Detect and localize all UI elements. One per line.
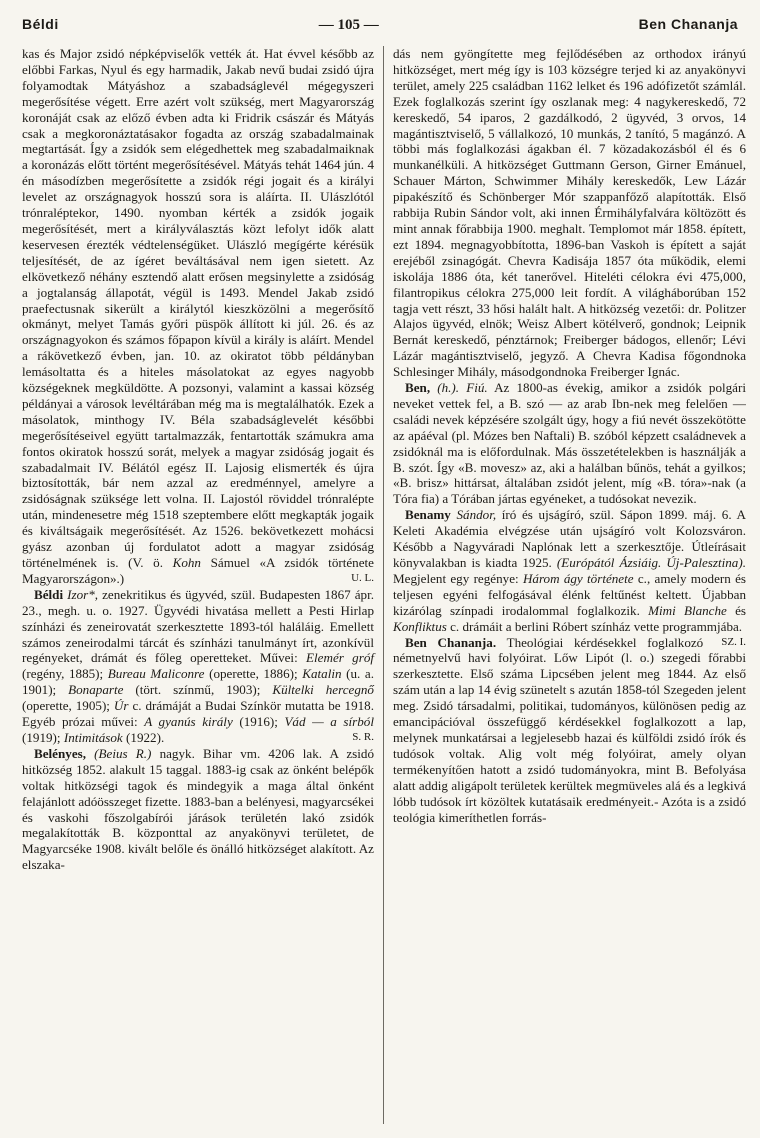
entry-belenyes: Belényes, (Beius R.) nagyk. Bihar vm. 4206 lak. A zsidó hitközség 1852. alakult 15 taggal. 1883-ig csak az önként belépők voltak hitközségi tagok és mindegyik a maga által önként felajánlott adóösszeget fizette. 1883-ban a belényesi, magyarcsékei és vaskohi főszolgabírói járások területén lakó zsidók megalakították B. központtal az anyakönyvi területet, de Magyarcséke 1908. kivált belőle és önálló hitközséget alakított. Az elszaka- <box>22 745 374 873</box>
entry-headword: Ben, <box>405 380 431 396</box>
entry-headword: Belényes, <box>34 745 87 761</box>
header-right-keyword: Ben Chananja <box>638 16 738 32</box>
entry-headword: Benamy <box>405 507 451 523</box>
left-column <box>22 46 384 1124</box>
entry-beldi: Béldi Izor*, zenekritikus és ügyvéd, szül. Budapesten 1867 ápr. 23., megh. u. o. 1927. Ügyvédi hivatása mellett a Pesti Hirlap színházi és zeneirovatát szerkesztette 1893-tól haláláig. Emellett számos zeneirodalmi tárcát és színházi tanulmányt írt, azonkívül regényeket, drámát és főleg operetteket. Művei: Elemér gróf (regény, 1885); Bureau Maliconre (operette, 1886); Katalin (u. a. 1901); Bonaparte (tört. színmű, 1903); Kültelki hercegnő (operette, 1905); Úr c. drámáját a Budai Színkör mutatta be 1918. Egyéb prózai művei: A gyanús király (1916); Vád — a sírból (1919); Intimitások (1922). S. R. <box>22 586 375 745</box>
entry-headword: Ben Chananja. <box>405 634 497 650</box>
entry-ben-chananja: Ben Chananja. Theológiai kérdésekkel foglalkozó németnyelvű havi folyóirat. Lőw Lipót (l. o.) szegedi főrabbi szerkesztette. Első száma Lipcsében jelent meg 1844. Az első szám után a lap 14 évig szünetelt s azután 1858-tól Szegeden jelent meg. Zsidó társadalmi, politikai, tudományos, különösen pedig az emancipációval összefüggő kérdésekkel foglalkozott a lap, melynek munkatársai a legjelesebb hazai és külföldi zsidó írók és tudósok voltak. Alig volt még folyóirat, amely olyan termékenyítően hatott a zsidó tudományokra, mint B. Befolyása alatt addig aligápolt területek kerültek megmüveles alá és a legkivá lóbb tudósok írt közöltek kutatásaik eredményeit.- Azóta is a zsidó teológia kimeríthetlen forrás- <box>393 634 746 825</box>
cited-author: Kohn <box>172 555 201 570</box>
page-number: — 105 — <box>318 17 379 33</box>
header-left-keyword: Béldi <box>22 16 59 32</box>
entry-continuation: dás nem gyöngítette meg fejlődésében az orthodox irányú hitközséget, mert még így is 103 községre terjed ki az anyakönyvi terület, amely 225 családban 1162 lelket és 196 adófizetőt számlál. Ezek foglalkozás szerint így oszlanak meg: 4 nagykereskedő, 72 kereskedő, 54 iparos, 2 gazdálkodó, 2 ügyvéd, 3 orvos, 14 magántisztviselő, 5 vállalkozó, 10 munkás, 2 tanító, 5 magánzó. A többi más foglalkozási ágakban él. 7 közadakozásból él és 6 munkanélküli. A hitközséget Guttmann Gerson, Girner Emánuel, Schauer Márton, Schwimmer Mihály kereskedők, Lew Lázár pipakészítő és Schönberger Mór szappanfőző alapították. Első rabbija Rubin Sándor volt, aki innen Érmihályfalvára költözött és mint annak főrabbija 1900. meghalt. Templomot már 1858. épített, ezt 1894. megnagyobbította, 1896-ban Vaskoh is épített a saját erejéből zsinagógát. Chevra Kadisája 1857 óta működik, elemi iskolája 1886 óta, két tanerővel. Hiteléti célokra évi 475,000, filantropikus célokra 275,000 leit fordít. A világháborúban 152 tagja vett részt, 33 hősi halált halt. A hitközség vezetői: dr. Politzer Alajos ügyvéd, elnök; Weisz Albert kötélverő, gondnok; Leipnik Bernát kereskedő, pénztárnok; Freiberger bádogos, ellenőr; Lévi Lázár magántisztviselő, jegyző. A Chevra Kadisa főgondnoka Schlesinger Mihály, másodgondnoka Freiberger Ignác. <box>393 46 746 380</box>
right-column <box>384 46 746 1124</box>
entry-benamy: Benamy Sándor, író és ujságíró, szül. Sápon 1899. máj. 6. A Keleti Akadémia elvégzése után ujságíró volt Kolozsváron. Később a Nagyváradi Naplónak lett a szerkesztője. Útleírásait könyvalakban is kiadta 1925. (Európától Ázsiáig. Új-Palesztina). Megjelent egy regénye: Három ágy története c., amely modern és teljesen egyéni felfogásával élénk feltűnést keltett. Újabban kizárólag színpadi irodalommal foglalkozik. Mimi Blanche és Konfliktus c. drámáit a berlini Róbert színház vette programmjába. SZ. I. <box>393 507 746 634</box>
page-header <box>22 16 738 42</box>
author-signature: U. L. <box>351 571 374 584</box>
entry-ben: Ben, (h.). Fiú. Az 1800-as évekig, amikor a zsidók polgári neveket vettek fel, a B. szó — az arab Ibn-nek meg felelően — családi nevek képzésére szolgált úgy, hogy a fiú nevét összekötötte az apáéval (pl. Mózes ben Naftali) B. szóból képzett családnevek a zsidóknál ma is előfordulnak. Más összetételekben is használják a B. szót. Így «B. movesz» az, aki a halálban bűnös, tehát a gyilkos; «B. brisz» hittársat, általában zsidót jelent, míg «B. tóra»-nak (a Tóra fia) a Tórában jártas egyéneket, a tudósokat nevezik. <box>393 380 746 507</box>
author-signature: SZ. I. <box>721 635 746 648</box>
two-column-body <box>22 46 746 1124</box>
entry-continuation: kas és Major zsidó népképviselők vették át. Hat évvel később az előbbi Farkas, Nyul és egy harmadik, Jakab nevű budai zsidó újra folyamodtak Mátyáshoz a szabadságlevél mégegyszeri megerősítése végett. Erre azért volt szükség, mert Magyarország koronáját csak az előző évben adta ki Fridrik császár és Mátyás csak a megkoronáztatásakor fogadta az ország szabadalmainak megtartását. Így a zsidók sem elégedhettek meg szabadalmaiknak a koronázás előtt történt megerősítésével. Mátyás tehát 1464 jún. 4 én másodízben megerősítette a zsidók régi jogait és a királyi levelet az országnagyok hosszú sora is aláírta. II. Ulászlótól trónraléptekor, 1490. nyomban kérték a zsidók jogaik megerősítését, mert a királyválasztás közt lefolyt idők alatt keservesen érezték védtelenségüket. Ulászló megígérte kérésük teljesítését, de az ígéret beváltásával nem igen sietett. Az elkövetkező néhány esztendő alatt erősen megsinylette a zsidóság a jogtalanság állapotát, végül is 1493. Mendel Jakab zsidó praefectusnak sikerült a királytól kieszközölni a megerősítő okmányt, melyet Tamás győri püspök állított ki júl. 26. és az országnagyokon és számos főpapon kívül a király is aláírt. Mendel a rákövetkező évben, jan. 10. az okiratot több példányban lemásoltatta és a hiteles másolatokat az egyes nagyobb községeknek megküldötte. A pozsonyi, valamint a kassai község példányai a városok levéltárában még ma is megtalálhatók. Ezek a másolatok, minthogy IV. Béla szabadságlevelét későbbi megerősítéseivel együtt tartalmazzák, fentartották számukra ama fontos okiratok hosszú sorát, melyek a magyar zsidóság jogait és szabadalmait IV. Bélától egész II. Lajosig elismerték és újra biztosították, bár nem azzal az eredménnyel, amelyre a zsidóságnak szüksége lett volna. II. Lajostól röviddel trónralépte után, mindenesetre még 1518 szeptembere előtt megkapták jogaik és kiváltságaik megerősítését. Az 1526. bekövetkezett mohácsi gyász azonban új fordulatot adott a magyar zsidóság történelmének is. (V. ö. Kohn Sámuel «A zsidók története Magyarországon».) U. L. <box>22 46 374 586</box>
author-signature: S. R. <box>352 730 374 743</box>
entry-headword: Béldi <box>34 586 64 602</box>
